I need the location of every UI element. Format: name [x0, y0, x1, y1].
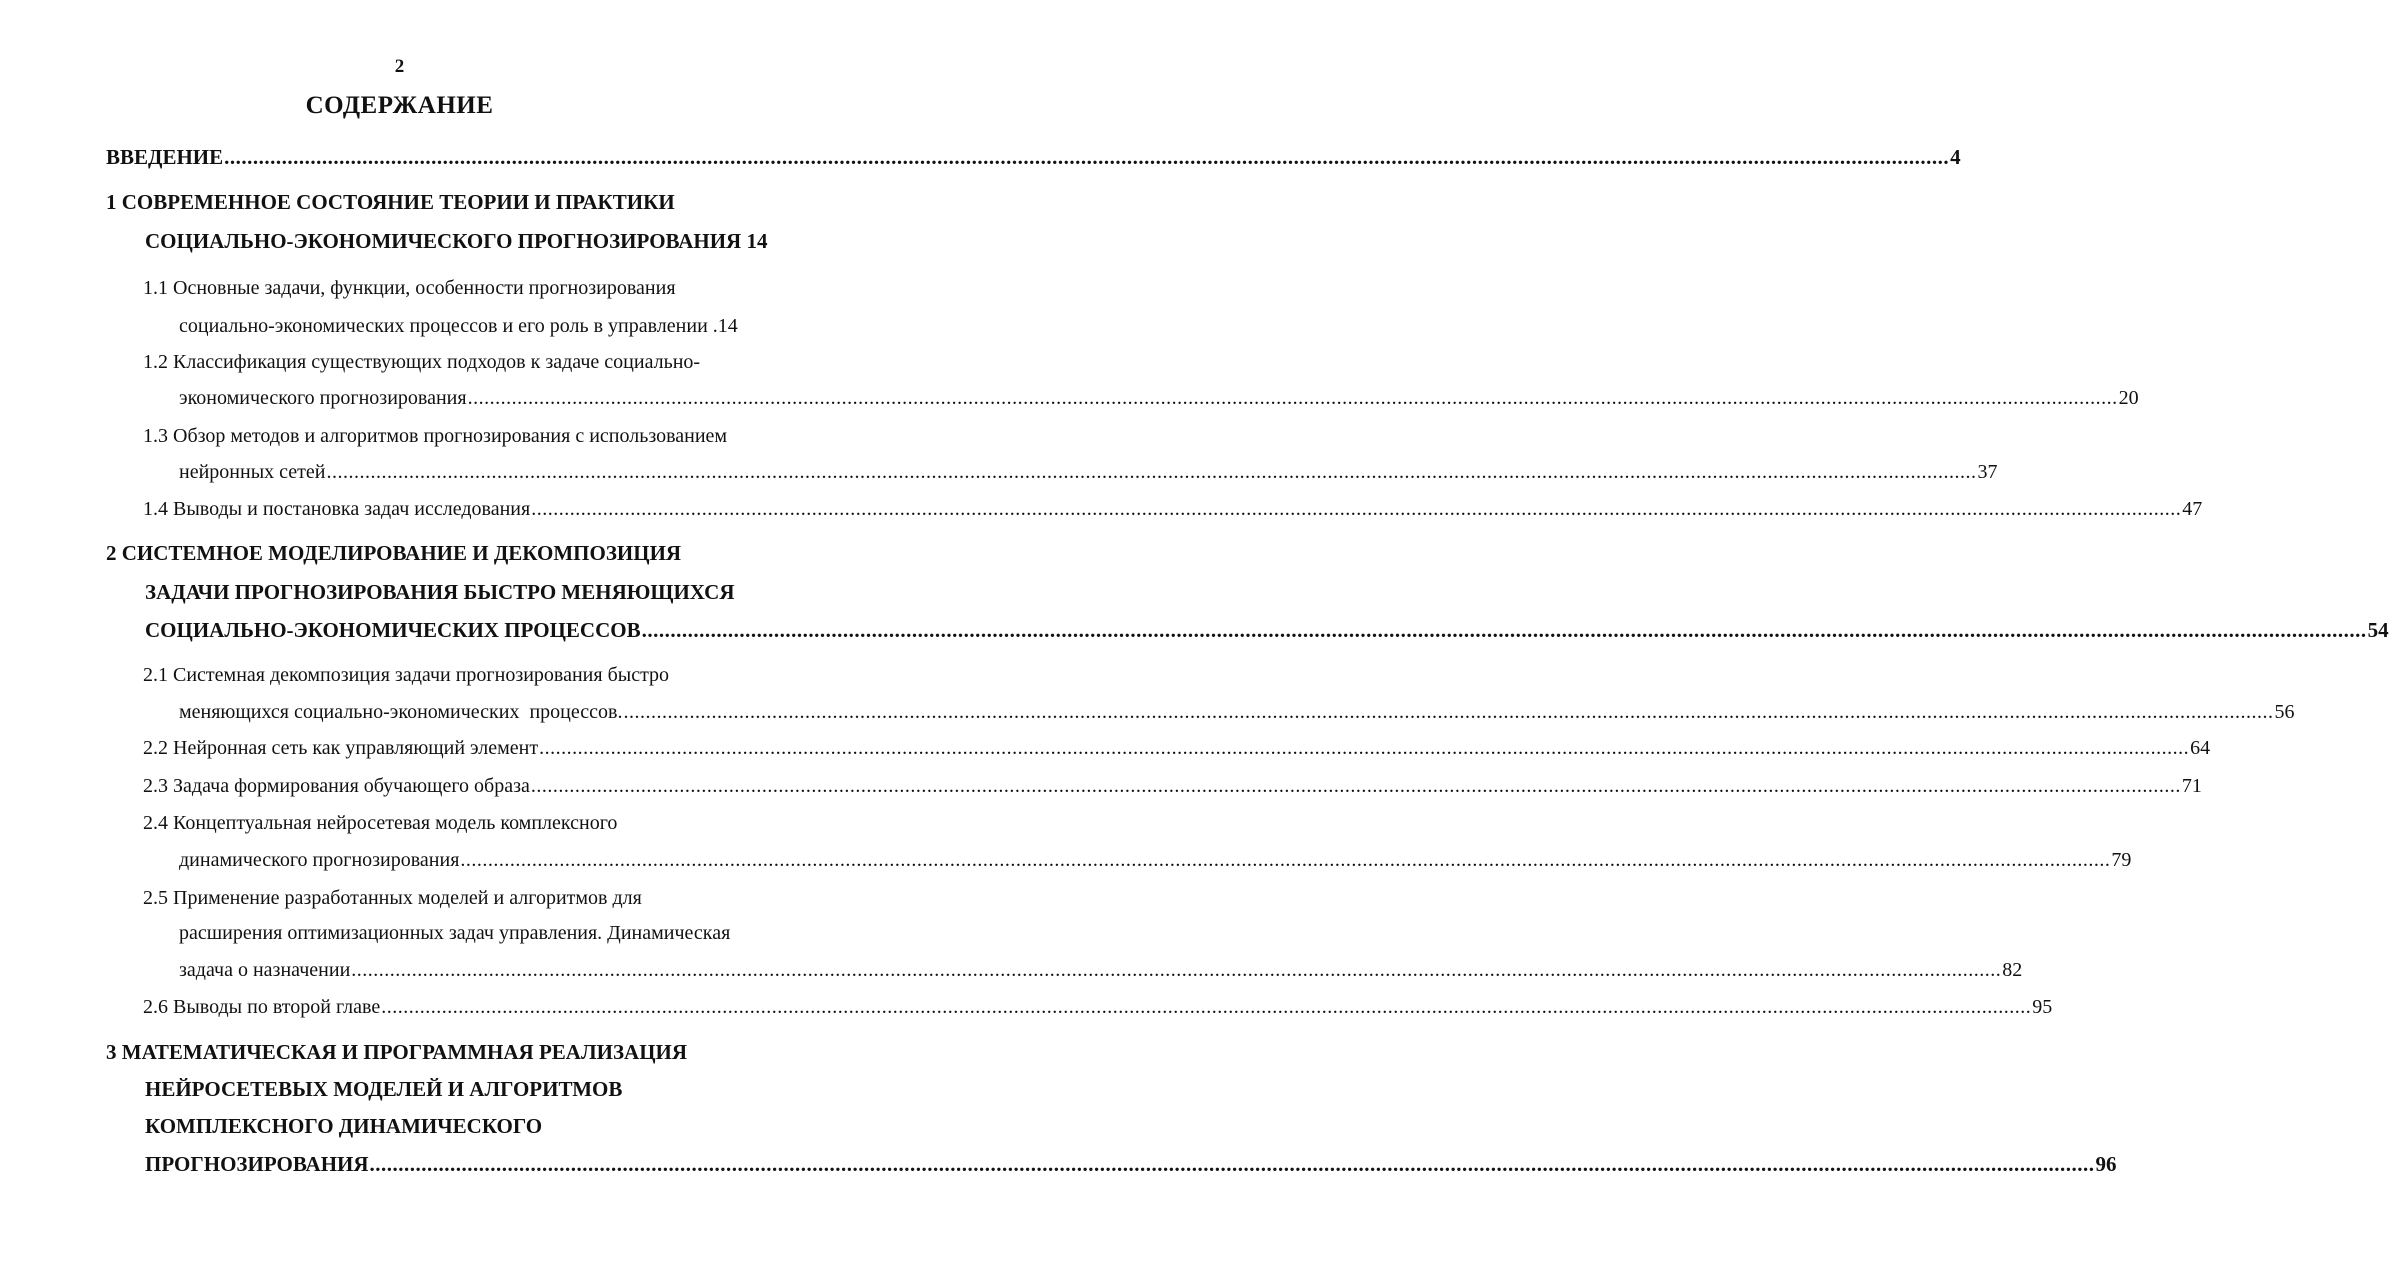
leader-dots: ............................................................................................................................................................................................................................................................................................................: [326, 461, 1977, 483]
toc-section-1-2-line2: [179, 383, 2139, 413]
toc-section-2-5-line2: расширения оптимизационных задач управления. Динамическая: [179, 922, 731, 944]
toc-page-number: 64: [2190, 737, 2211, 759]
leader-dots: ............................................................................................................................................................................................................................................................................................................: [623, 701, 2274, 723]
toc-page-number: 20: [2118, 387, 2139, 409]
toc-entry-intro: [106, 142, 1961, 172]
toc-section-2-3: [143, 771, 2202, 801]
toc-section-2-6: [143, 992, 2053, 1022]
toc-page-number: 95: [2032, 996, 2053, 1018]
leader-dots: ............................................................................................................................................................................................................................................................................................................: [351, 959, 2002, 981]
leader-dots: ............................................................................................................................................................................................................................................................................................................: [460, 849, 2111, 871]
toc-page-number: 56: [2274, 701, 2295, 723]
toc-section-1-4: [143, 494, 2203, 524]
toc-page-number: 71: [2181, 775, 2202, 797]
toc-section-1-1-line1: 1.1 Основные задачи, функции, особенности прогнозирования: [143, 277, 676, 299]
leader-dots: ............................................................................................................................................................................................................................................................................................................: [531, 498, 2182, 520]
toc-entry-text: нейронных сетей: [179, 461, 326, 483]
leader-dots: ............................................................................................................................................................................................................................................................................................................: [467, 387, 2118, 409]
toc-section-2-2: [143, 733, 2211, 763]
toc-chapter-3-line2: НЕЙРОСЕТЕВЫХ МОДЕЛЕЙ И АЛГОРИТМОВ: [145, 1077, 623, 1101]
leader-dots: ............................................................................................................................................................................................................................................................................................................: [369, 1152, 2095, 1176]
toc-entry-text: СОЦИАЛЬНО-ЭКОНОМИЧЕСКИХ ПРОЦЕССОВ: [145, 618, 641, 642]
leader-dots: ............................................................................................................................................................................................................................................................................................................: [381, 996, 2032, 1018]
toc-chapter-3-line4: [145, 1149, 2117, 1179]
toc-section-2-1-line2: [179, 697, 2295, 727]
leader-dots: ............................................................................................................................................................................................................................................................................................................: [224, 145, 1950, 169]
toc-page-number: 4: [1950, 145, 1961, 169]
toc-section-2-4-line2: [179, 845, 2132, 875]
toc-entry-text: 2.3 Задача формирования обучающего образа: [143, 775, 530, 797]
toc-section-2-5-line3: [179, 955, 2023, 985]
toc-chapter-1-line2: СОЦИАЛЬНО-ЭКОНОМИЧЕСКОГО ПРОГНОЗИРОВАНИЯ 14: [145, 229, 768, 253]
toc-entry-text: меняющихся социально-экономических процессов.: [179, 701, 623, 723]
toc-entry-text: 1.4 Выводы и постановка задач исследования: [143, 498, 531, 520]
toc-entry-text: экономического прогнозирования: [179, 387, 467, 409]
toc-entry-text: ПРОГНОЗИРОВАНИЯ: [145, 1152, 369, 1176]
toc-section-2-1-line1: 2.1 Системная декомпозиция задачи прогнозирования быстро: [143, 664, 670, 686]
page-title: СОДЕРЖАНИЕ: [305, 92, 494, 119]
toc-chapter-1-line1: 1 СОВРЕМЕННОЕ СОСТОЯНИЕ ТЕОРИИ И ПРАКТИКИ: [106, 190, 675, 214]
toc-chapter-2-line1: 2 СИСТЕМНОЕ МОДЕЛИРОВАНИЕ И ДЕКОМПОЗИЦИЯ: [106, 541, 682, 565]
leader-dots: ............................................................................................................................................................................................................................................................................................................: [641, 618, 2367, 642]
toc-section-1-2-line1: 1.2 Классификация существующих подходов к задаче социально-: [143, 351, 701, 373]
toc-section-1-3-line2: [179, 457, 1998, 487]
toc-section-2-4-line1: 2.4 Концептуальная нейросетевая модель комплексного: [143, 812, 618, 834]
toc-chapter-3-line3: КОМПЛЕКСНОГО ДИНАМИЧЕСКОГО: [145, 1114, 543, 1138]
toc-page-number: 54: [2367, 618, 2389, 642]
toc-section-2-5-line1: 2.5 Применение разработанных моделей и алгоритмов для: [143, 887, 642, 909]
toc-page-number: 96: [2095, 1152, 2117, 1176]
leader-dots: ............................................................................................................................................................................................................................................................................................................: [530, 775, 2181, 797]
toc-page-number: 47: [2182, 498, 2203, 520]
toc-entry-text: динамического прогнозирования: [179, 849, 460, 871]
toc-page-number: 79: [2111, 849, 2132, 871]
toc-chapter-3-line1: 3 МАТЕМАТИЧЕСКАЯ И ПРОГРАММНАЯ РЕАЛИЗАЦИЯ: [106, 1040, 688, 1064]
toc-chapter-2-line2: ЗАДАЧИ ПРОГНОЗИРОВАНИЯ БЫСТРО МЕНЯЮЩИХСЯ: [145, 580, 735, 604]
page-number: 2: [394, 56, 405, 77]
toc-section-1-1-line2: социально-экономических процессов и его роль в управлении .14: [179, 315, 738, 337]
toc-page-number: 82: [2002, 959, 2023, 981]
toc-entry-text: 2.6 Выводы по второй главе: [143, 996, 381, 1018]
leader-dots: ............................................................................................................................................................................................................................................................................................................: [539, 737, 2190, 759]
toc-chapter-2-line3: [145, 615, 2389, 645]
toc-section-1-3-line1: 1.3 Обзор методов и алгоритмов прогнозирования с использованием: [143, 425, 728, 447]
toc-entry-text: ВВЕДЕНИЕ: [106, 145, 224, 169]
toc-page-number: 37: [1977, 461, 1998, 483]
toc-entry-text: 2.2 Нейронная сеть как управляющий элемент: [143, 737, 539, 759]
toc-entry-text: задача о назначении: [179, 959, 351, 981]
